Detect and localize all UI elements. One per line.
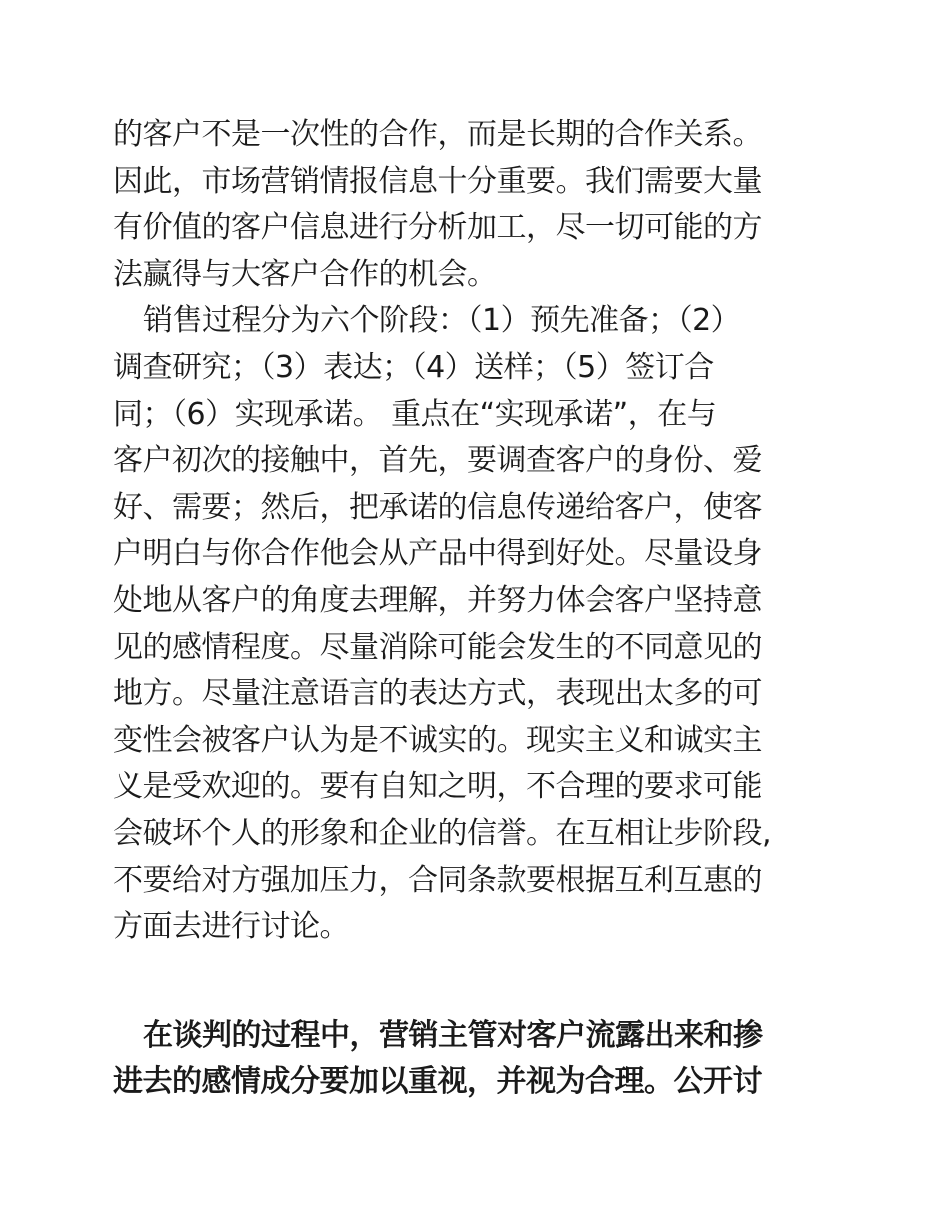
text-line: 进去的感情成分要加以重视，并视为合理。公开讨 bbox=[113, 1064, 762, 1100]
text-line: 的客户不是一次性的合作，而是长期的合作关系。 bbox=[113, 117, 762, 152]
text-line: 处地从客户的角度去理解，并努力体会客户坚持意 bbox=[113, 582, 762, 618]
text-line: 销售过程分为六个阶段：（1）预先准备；（2） bbox=[143, 303, 741, 339]
document-page bbox=[113, 112, 843, 1106]
text-line: 见的感情程度。尽量消除可能会发生的不同意见的 bbox=[113, 629, 762, 665]
text-line: 法赢得与大客户合作的机会。 bbox=[113, 256, 497, 292]
text-line: 因此，市场营销情报信息十分重要。我们需要大量 bbox=[113, 163, 762, 199]
text-line: 地方。尽量注意语言的表达方式，表现出太多的可 bbox=[113, 676, 762, 712]
text-line: 好、需要；然后，把承诺的信息传递给客户，使客 bbox=[113, 489, 762, 525]
text-line: 同；（6）实现承诺。 重点在“实现承诺”，在与 bbox=[113, 396, 717, 432]
text-line: 有价值的客户信息进行分析加工，尽一切可能的方 bbox=[113, 210, 762, 246]
paragraph-1 bbox=[113, 112, 843, 298]
text-line: 变性会被客户认为是不诚实的。现实主义和诚实主 bbox=[113, 722, 762, 758]
text-line: 调查研究；（3）表达；（4）送样；（5）签订合 bbox=[113, 349, 714, 385]
text-line: 户明白与你合作他会从产品中得到好处。尽量设身 bbox=[113, 536, 762, 572]
text-line: 在谈判的过程中，营销主管对客户流露出来和掺 bbox=[143, 1017, 763, 1053]
paragraph-3 bbox=[113, 1013, 843, 1106]
text-line: 不要给对方强加压力，合同条款要根据互利互惠的 bbox=[113, 862, 762, 898]
text-line: 客户初次的接触中，首先，要调查客户的身份、爱 bbox=[113, 443, 762, 479]
text-line: 义是受欢迎的。要有自知之明，不合理的要求可能 bbox=[113, 769, 762, 805]
text-line: 方面去进行讨论。 bbox=[113, 909, 349, 945]
paragraph-2 bbox=[113, 298, 843, 950]
text-line: 会破坏个人的形象和企业的信誉。在互相让步阶段, bbox=[113, 815, 772, 851]
